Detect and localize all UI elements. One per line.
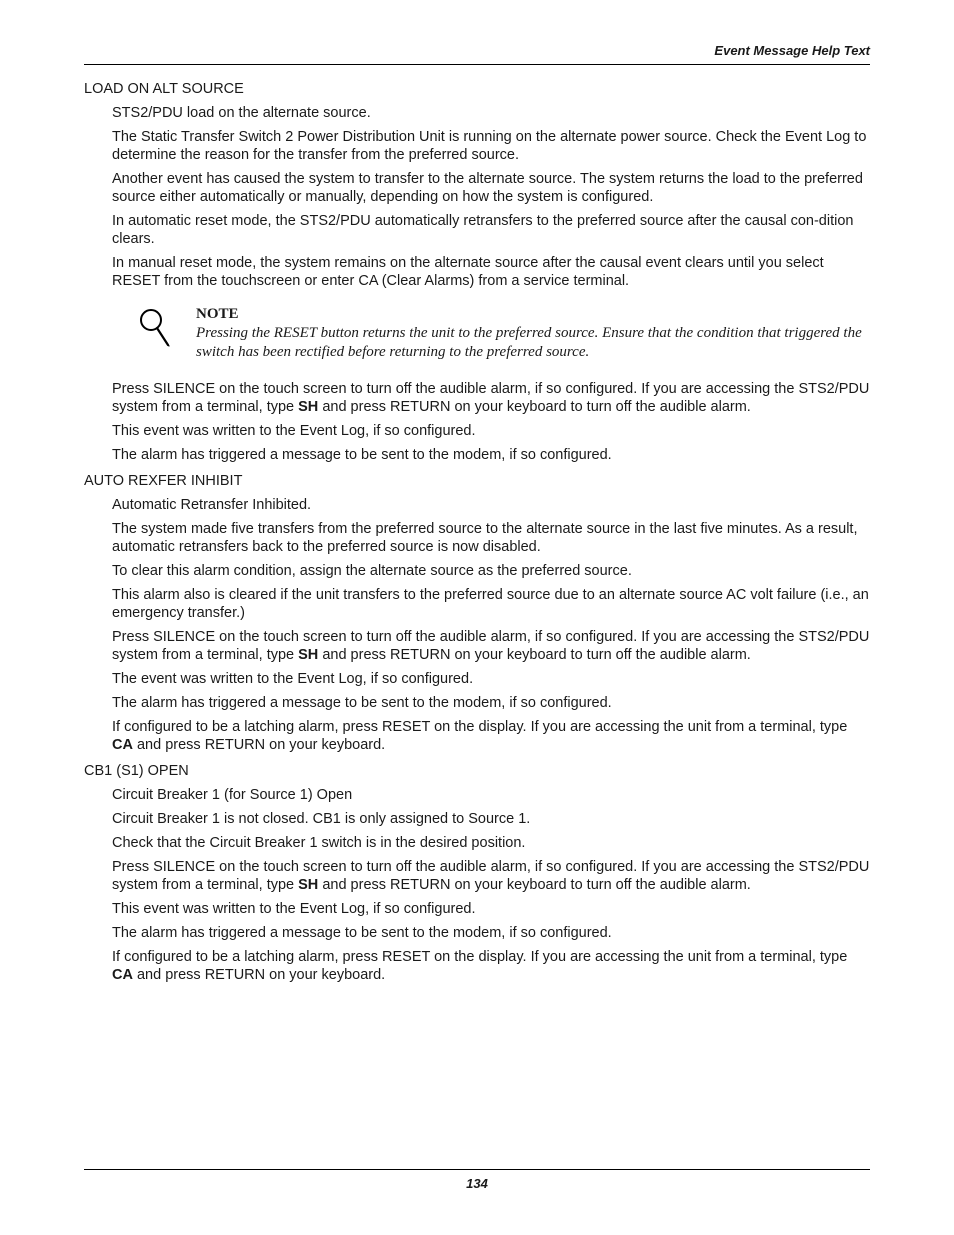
paragraph: Circuit Breaker 1 is not closed. CB1 is only assigned to Source 1.	[112, 811, 531, 827]
paragraph-latch	[112, 718, 870, 754]
section-heading: LOAD ON ALT SOURCE	[84, 81, 244, 97]
text-run: If configured to be a latching alarm, press RESET on the display. If you are accessing the unit from a terminal, type	[112, 949, 848, 965]
paragraph: This alarm also is cleared if the unit transfers to the preferred source due to an alternate source AC volt failure (i.e., an emergency transfer.)	[112, 587, 869, 621]
note-text: Pressing the RESET button returns the unit to the preferred source. Ensure that the condition that triggered the switch has been rectified before returning to the preferred source.	[196, 325, 862, 360]
magnifier-icon	[137, 307, 173, 349]
paragraph: The alarm has triggered a message to be sent to the modem, if so configured.	[112, 925, 612, 941]
paragraph-latch	[112, 948, 870, 984]
text-run: and press RETURN on your keyboard to turn off the audible alarm.	[318, 399, 751, 415]
paragraph: Another event has caused the system to transfer to the alternate source. The system returns the load to the preferred source either automatically or manually, depending on how the system is configured.	[112, 171, 863, 205]
paragraph: STS2/PDU load on the alternate source.	[112, 105, 371, 121]
paragraph: The event was written to the Event Log, if so configured.	[112, 671, 474, 687]
section-load-on-alt-source	[84, 80, 870, 464]
text-run: and press RETURN on your keyboard to turn off the audible alarm.	[318, 647, 751, 663]
running-header: Event Message Help Text	[714, 43, 870, 58]
command-text: SH	[298, 399, 319, 415]
paragraph-silence	[112, 380, 870, 416]
text-run: Press SILENCE on the touch screen to turn off the audible alarm, if so configured. If you are accessing the STS2/PDU system from a terminal, type	[112, 629, 870, 663]
paragraph-silence	[112, 858, 870, 894]
text-run: and press RETURN on your keyboard to turn off the audible alarm.	[318, 877, 751, 893]
paragraph: This event was written to the Event Log, if so configured.	[112, 901, 476, 917]
text-run: Press SILENCE on the touch screen to turn off the audible alarm, if so configured. If you are accessing the STS2/PDU system from a terminal, type	[112, 859, 870, 893]
paragraph: The Static Transfer Switch 2 Power Distribution Unit is running on the alternate power source. Check the Event Log to determine the reason for the transfer from the preferred source.	[112, 129, 867, 163]
text-run: If configured to be a latching alarm, press RESET on the display. If you are accessing the unit from a terminal, type	[112, 719, 848, 735]
text-run: and press RETURN on your keyboard.	[132, 737, 386, 753]
section-cb1-s1-open	[84, 762, 870, 984]
command-text: SH	[298, 877, 319, 893]
note-title: NOTE	[196, 306, 239, 322]
paragraph: The alarm has triggered a message to be sent to the modem, if so configured.	[112, 447, 612, 463]
page-content	[84, 80, 870, 990]
section-heading: CB1 (S1) OPEN	[84, 763, 189, 779]
command-text: CA	[112, 967, 133, 983]
command-text: SH	[298, 647, 319, 663]
paragraph: Automatic Retransfer Inhibited.	[112, 497, 312, 513]
section-heading: AUTO REXFER INHIBIT	[84, 473, 243, 489]
command-text: CA	[112, 737, 133, 753]
text-run: and press RETURN on your keyboard.	[132, 967, 386, 983]
section-auto-rexfer-inhibit	[84, 472, 870, 754]
paragraph: In manual reset mode, the system remains on the alternate source after the causal event clears until you select RESET from the touchscreen or enter CA (Clear Alarms) from a service terminal.	[112, 255, 824, 289]
text-run: Press SILENCE on the touch screen to turn off the audible alarm, if so configured. If you are accessing the STS2/PDU system from a terminal, type	[112, 381, 870, 415]
paragraph: The system made five transfers from the preferred source to the alternate source in the last five minutes. As a result, automatic retransfers back to the preferred source is now disabled.	[112, 521, 858, 555]
note-box	[137, 305, 870, 362]
paragraph-silence	[112, 628, 870, 664]
paragraph: To clear this alarm condition, assign the alternate source as the preferred source.	[112, 563, 632, 579]
paragraph: This event was written to the Event Log, if so configured.	[112, 423, 476, 439]
page-number: 134	[466, 1176, 488, 1191]
paragraph: The alarm has triggered a message to be sent to the modem, if so configured.	[112, 695, 612, 711]
footer-rule	[84, 1169, 870, 1170]
paragraph: Check that the Circuit Breaker 1 switch is in the desired position.	[112, 835, 526, 851]
paragraph: In automatic reset mode, the STS2/PDU automatically retransfers to the preferred source after the causal con-dition clears.	[112, 213, 854, 247]
note-body	[196, 305, 870, 362]
paragraph: Circuit Breaker 1 (for Source 1) Open	[112, 787, 353, 803]
header-rule	[84, 64, 870, 65]
